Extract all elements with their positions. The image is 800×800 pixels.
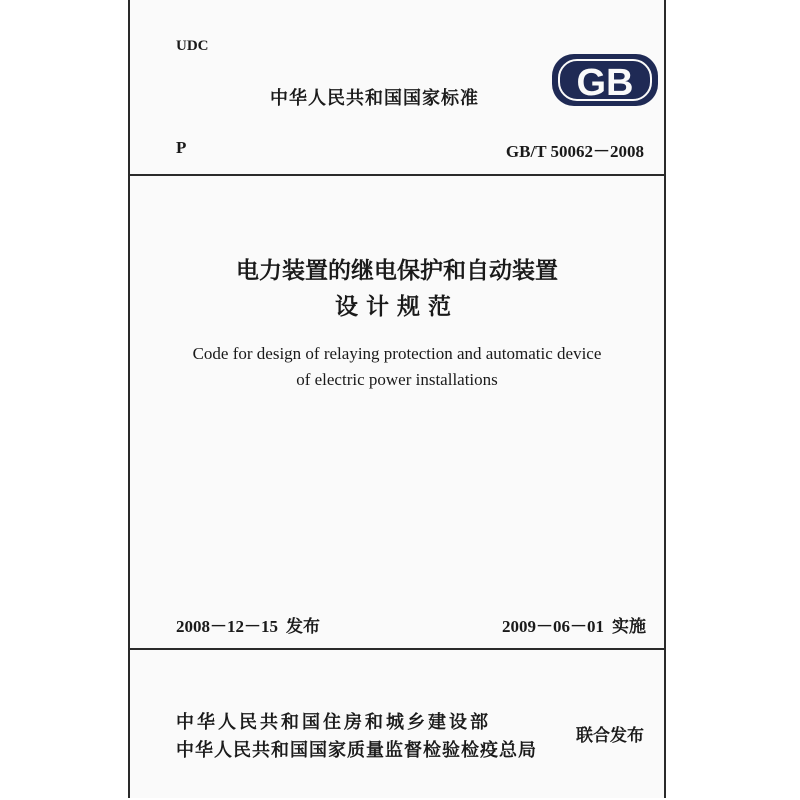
implementation-date-label: 实施	[612, 617, 646, 637]
title-en-line1: Code for design of relaying protection and automatic device	[192, 344, 602, 363]
implementation-date-value: 2009－06－01	[502, 617, 604, 636]
publisher-line1: 中华人民共和国住房和城乡建设部	[176, 712, 491, 733]
gb-logo-text: GB	[576, 62, 634, 104]
title-zh-line2: 设计规范	[335, 293, 459, 320]
header-divider	[130, 174, 664, 176]
footer-divider	[130, 648, 664, 650]
title-zh-line1: 电力装置的继电保护和自动装置	[236, 257, 558, 284]
issue-date-label: 发布	[286, 617, 320, 637]
issue-date-value: 2008－12－15	[176, 617, 278, 636]
title-en-line2: of electric power installations	[296, 370, 498, 389]
publisher-line2: 中华人民共和国国家质量监督检验检疫总局	[176, 740, 537, 761]
standard-code: GB/T 50062－2008	[505, 142, 644, 161]
gb-logo-icon	[550, 52, 660, 108]
category-label: P	[176, 138, 187, 157]
gb-logo	[550, 52, 660, 108]
issue-date	[176, 612, 320, 637]
standard-cover	[128, 0, 666, 798]
joint-publish-label: 联合发布	[576, 726, 644, 746]
implementation-date	[502, 612, 646, 637]
udc-label: UDC	[176, 38, 209, 54]
standard-type-label: 中华人民共和国国家标准	[270, 88, 479, 109]
